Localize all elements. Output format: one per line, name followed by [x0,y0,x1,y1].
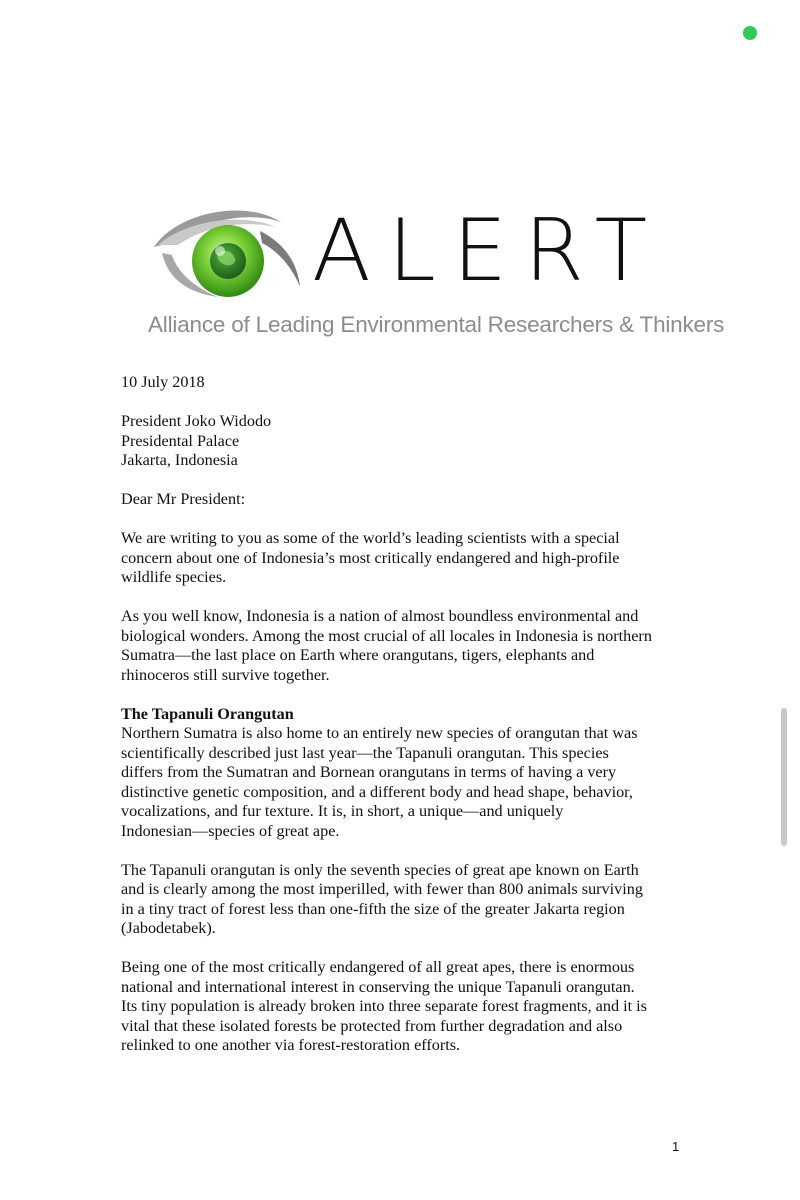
paragraph-intro: We are writing to you as some of the world’s leading scientists with a special concern about one of Indonesia’s most critically endangered and high-profile wildlife species. [121,529,620,586]
section-heading: The Tapanuli Orangutan [121,704,294,723]
paragraph-wonders: As you well know, Indonesia is a nation of almost boundless environmental and biological wonders. Among the most crucial of all locales in Indonesia is northern Sumatra—the last place on Earth where orangutans, tigers, elephants and rhinoceros still survive together. [121,607,652,684]
letter-body [121,373,696,1075]
recipient-address [121,412,696,471]
paragraph-conservation: Being one of the most critically endangered of all great apes, there is enormous national and international interest in conserving the unique Tapanuli orangutan. Its tiny population is already broken into three separate forest fragments, and it is vital that these isolated forests be protected from further degradation and also relinked to one another via forest-restoration efforts. [121,958,647,1054]
logo-subtitle: Alliance of Leading Environmental Researchers & Thinkers [148,312,725,337]
recipient-name: President Joko Widodo [121,412,272,430]
eye-globe-icon [148,201,308,301]
paragraph-tapanuli: The Tapanuli Orangutan Northern Sumatra is also home to an entirely new species of orangutan that was scientifically described just last year—the Tapanuli orangutan. This species differs from the Sumatran and Bornean orangutans in terms of having a very distinctive genetic composition, and a different body and head shape, behavior, vocalizations, and fur texture. It is, in short, a unique—and uniquely Indonesian—species of great ape. [121,705,696,842]
status-indicator-dot [743,26,757,40]
recipient-location: Jakarta, Indonesia [121,451,238,469]
scrollbar-thumb[interactable] [781,708,787,846]
paragraph-seventh-species: The Tapanuli orangutan is only the seventh species of great ape known on Earth and is clearly among the most imperilled, with fewer than 800 animals surviving in a tiny tract of forest less than one-fifth the size of the greater Jakarta region (Jabodetabek). [121,860,643,937]
recipient-office: Presidental Palace [121,431,240,450]
salutation: Dear Mr President: [121,490,246,508]
alert-logo [140,195,725,345]
logo-wordmark: ALERT [312,201,665,301]
page-number: 1 [672,1139,680,1154]
letter-date: 10 July 2018 [121,373,205,391]
